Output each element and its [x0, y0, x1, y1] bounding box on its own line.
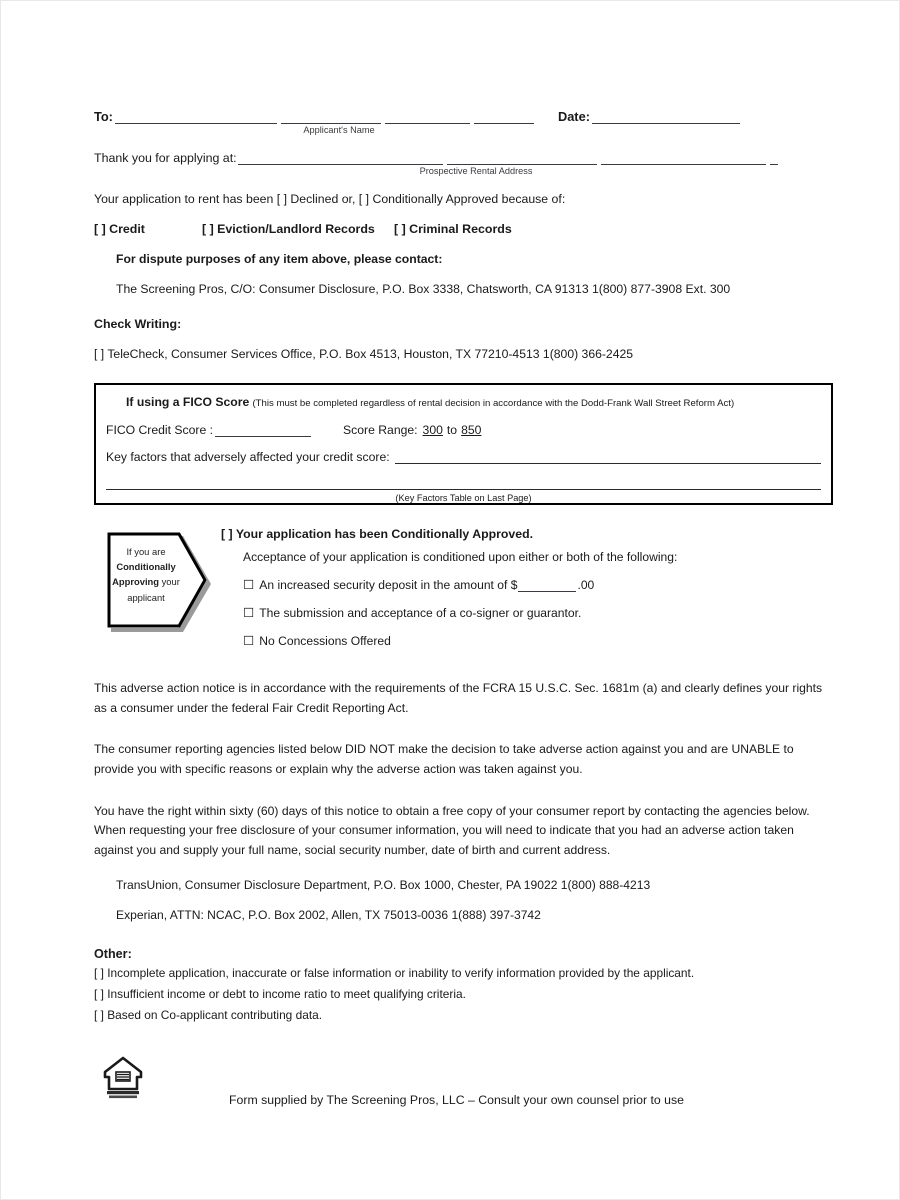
- other-heading: Other:: [94, 946, 132, 961]
- condition-item-deposit[interactable]: [243, 578, 830, 592]
- callout-line-1: If you are: [126, 546, 166, 557]
- fico-title-row: [126, 395, 821, 409]
- form-body: [94, 109, 830, 1125]
- fico-title-note: (This must be completed regardless of rental decision in accordance with the Dodd-Frank Wall Street Reform Act): [252, 398, 735, 409]
- to-blank-1[interactable]: [115, 110, 277, 124]
- conditionally-approved-label: Your application has been Conditionally Approved.: [235, 527, 534, 541]
- score-range-to: to: [446, 423, 458, 437]
- callout-text: [109, 544, 183, 605]
- checkbox-credit[interactable]: [ ] Credit: [94, 222, 145, 236]
- to-blank-2[interactable]: [281, 110, 381, 124]
- fico-score-input[interactable]: [215, 423, 311, 437]
- key-factors-input-1[interactable]: [395, 451, 821, 464]
- score-range-max: 850: [461, 423, 482, 437]
- conditionally-approved-checkbox[interactable]: [ ]: [221, 527, 236, 541]
- rental-blank-2[interactable]: [447, 151, 597, 165]
- to-label: To:: [94, 109, 113, 124]
- rental-address-caption: Prospective Rental Address: [419, 166, 533, 176]
- agency-experian: Experian, ATTN: NCAC, P.O. Box 2002, Allen, TX 75013-0036 1(888) 397-3742: [116, 907, 541, 922]
- checkbox-telecheck[interactable]: [ ] TeleCheck, Consumer Services Office, P.O. Box 4513, Houston, TX 77210-4513 1(800) 366-2425: [94, 347, 634, 361]
- condition-deposit-cents: .00: [577, 578, 595, 592]
- callout-line-3-rest: your: [159, 576, 180, 588]
- conditional-approval-section: [94, 527, 830, 657]
- date-label: Date:: [557, 109, 590, 124]
- score-range-min: 300: [422, 423, 443, 437]
- condition-no-concessions-text: No Concessions Offered: [259, 634, 391, 648]
- rental-blank-3[interactable]: [601, 151, 766, 165]
- callout-line-4: applicant: [127, 591, 165, 603]
- checkbox-icon[interactable]: ☐: [243, 606, 255, 621]
- fico-score-box: [94, 383, 833, 505]
- conditional-approval-content: [221, 527, 830, 648]
- footer: [94, 1055, 830, 1125]
- fico-score-label: FICO Credit Score :: [106, 423, 214, 437]
- checkbox-icon[interactable]: ☐: [243, 578, 255, 593]
- rental-blank-4[interactable]: [770, 151, 778, 165]
- date-blank[interactable]: [592, 110, 740, 124]
- callout-line-3-bold: Approving: [112, 576, 160, 588]
- condition-deposit-text: An increased security deposit in the amount of $: [259, 578, 518, 592]
- condition-cosigner-text: The submission and acceptance of a co-signer or guarantor.: [259, 606, 582, 620]
- paragraph-agencies-notice: The consumer reporting agencies listed below DID NOT make the decision to take adverse action against you and are UNABLE to provide you with specific reasons or explain why the adverse action was taken against you.: [94, 742, 794, 777]
- checkbox-other-incomplete-application[interactable]: [ ] Incomplete application, inaccurate or false information or inability to verify information provided by the applicant.: [94, 965, 695, 980]
- conditional-approval-subtitle: Acceptance of your application is conditioned upon either or both of the following:: [243, 550, 678, 564]
- checkbox-other-insufficient-income[interactable]: [ ] Insufficient income or debt to income ratio to meet qualifying criteria.: [94, 987, 466, 1002]
- deposit-amount-input[interactable]: [518, 579, 576, 592]
- footer-text: Form supplied by The Screening Pros, LLC – Consult your own counsel prior to use: [229, 1092, 684, 1107]
- checkbox-eviction-landlord-records[interactable]: [ ] Eviction/Landlord Records: [202, 222, 375, 236]
- thank-you-row: [94, 151, 830, 165]
- key-factors-input-2[interactable]: [106, 477, 821, 490]
- equal-housing-opportunity-icon: [102, 1055, 144, 1101]
- reason-categories-row: [94, 222, 830, 236]
- conditionally-approved-heading[interactable]: [221, 527, 830, 541]
- condition-item-cosigner[interactable]: [243, 606, 830, 620]
- paragraph-free-copy: You have the right within sixty (60) days of this notice to obtain a free copy of your consumer report by contacting the agencies below. When requesting your free disclosure of your consumer information, you will need to indicate that you had an adverse action taken against you and supply your full name, social security number, date of birth and current address.: [94, 803, 810, 858]
- to-blank-3[interactable]: [385, 110, 470, 124]
- checkbox-other-coapplicant-data[interactable]: [ ] Based on Co-applicant contributing data.: [94, 1008, 323, 1023]
- check-writing-heading: Check Writing:: [94, 317, 182, 331]
- applicant-name-caption: Applicant's Name: [303, 125, 375, 135]
- to-date-row: [94, 109, 830, 124]
- checkbox-criminal-records[interactable]: [ ] Criminal Records: [394, 222, 512, 236]
- to-blank-4[interactable]: [474, 110, 534, 124]
- key-factors-label: Key factors that adversely affected your credit score:: [106, 450, 390, 464]
- score-range-label: Score Range:: [343, 423, 418, 437]
- callout-line-2: Conditionally: [116, 561, 176, 573]
- conditionally-approving-callout: [107, 532, 209, 630]
- fico-title-bold: If using a FICO Score: [126, 395, 250, 409]
- callout-line-3: [109, 574, 183, 589]
- fico-score-row: [106, 423, 821, 437]
- paragraph-fcra: This adverse action notice is in accordance with the requirements of the FCRA 15 U.S.C. Sec. 1681m (a) and clearly defines your rights as a consumer under the federal Fair Credit Reporting Act.: [94, 681, 823, 715]
- agency-transunion: TransUnion, Consumer Disclosure Department, P.O. Box 1000, Chester, PA 19022 1(800) 888-4213: [116, 877, 651, 892]
- decision-line: Your application to rent has been [ ] Declined or, [ ] Conditionally Approved because of:: [94, 192, 566, 206]
- dispute-heading: For dispute purposes of any item above, please contact:: [116, 252, 443, 266]
- checkbox-icon[interactable]: ☐: [243, 634, 255, 649]
- thank-you-label: Thank you for applying at:: [94, 151, 237, 165]
- rental-blank-1[interactable]: [238, 151, 443, 165]
- key-factors-table-caption: (Key Factors Table on Last Page): [395, 493, 532, 503]
- screening-pros-contact: The Screening Pros, C/O: Consumer Disclosure, P.O. Box 3338, Chatsworth, CA 91313 1(800) 877-3908 Ext. 300: [116, 282, 731, 296]
- condition-item-no-concessions[interactable]: [243, 634, 830, 648]
- key-factors-row: [106, 450, 821, 464]
